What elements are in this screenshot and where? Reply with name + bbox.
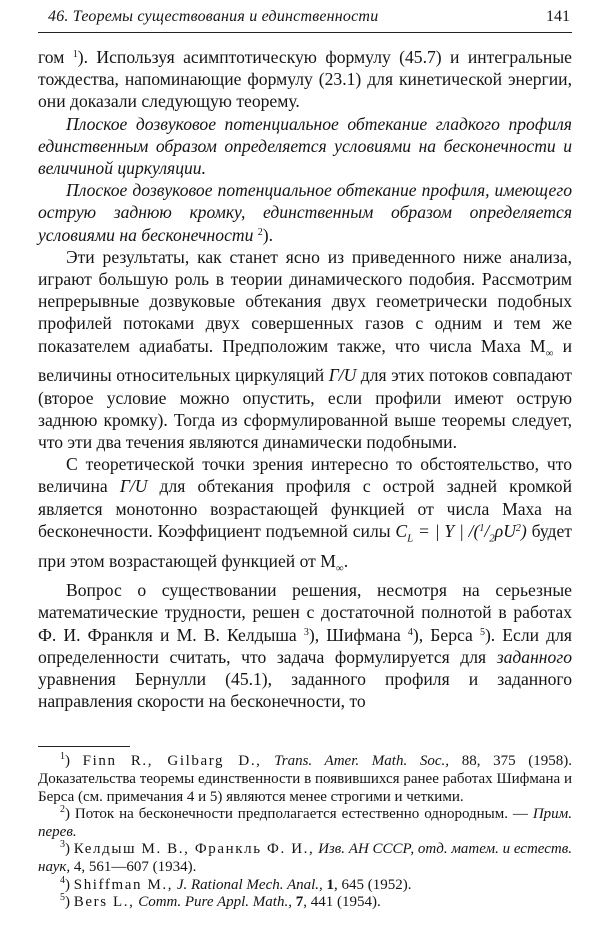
footnote-5: $^5$) Bers L., Comm. Pure Appl. Math., 7, 441 (1954). bbox=[60, 892, 381, 911]
footnote-ref-5: 5 bbox=[479, 626, 485, 638]
book-page bbox=[38, 0, 572, 912]
running-header bbox=[38, 6, 572, 36]
circulation-ratio: Γ/U bbox=[328, 365, 357, 386]
circulation-ratio: Γ/U bbox=[119, 476, 148, 497]
paragraph-monotonic: С теоретической точки зрения интересно то обстоятельство, что величина Γ/U для обтекания профиля с острой задней кромкой является монотонно возрастающей функцией от числа Маха на бесконечности. Коэффициент подъемной силы $C_L$ = | Y | $/(^1/_2\rho U^2)$ будет при этом возрастающей функцией от $M_\infty$. bbox=[38, 454, 572, 575]
theorem-1: Плоское дозвуковое потенциальное обтекание гладкого профиля единственным образом определяется условиями на бесконечности и величиной циркуляции. bbox=[38, 113, 572, 179]
footnote-3: $^3$) Келдыш М. В., Франкль Ф. И., Изв. АН СССР, отд. матем. и естеств. наук, 4, 561—607 (1934). bbox=[38, 839, 573, 875]
footnote-2: $^2$) Поток на бесконечности предполагается естественно однородным. — Прим. перев. bbox=[38, 804, 572, 840]
footnote-ref-4: 4 bbox=[407, 626, 413, 638]
footnotes bbox=[38, 753, 572, 911]
footnote-rule bbox=[38, 746, 130, 747]
footnote-ref-1: 1 bbox=[72, 49, 78, 60]
footnote-1: $^1$) Finn R., Gilbarg D., Trans. Amer. Math. Soc., 88, 375 (1958). Доказательства теоремы единственности в появившихся ранее работах Шифмана и Берса (см. примечания 4 и 5) являются менее строгими и четкими. bbox=[38, 751, 573, 805]
footnote-4: $^4$) Shiffman M., J. Rational Mech. Anal., 1, 645 (1952). bbox=[60, 874, 412, 893]
mach-number: $M_\infty$ bbox=[320, 550, 344, 575]
theorem-2: Плоское дозвуковое потенциальное обтекание профиля, имеющего острую заднюю кромку, единственным образом определяется условиями на бесконечности $^2$). bbox=[38, 180, 572, 245]
footnote-ref-2: 2 bbox=[257, 226, 263, 238]
paragraph-1: гом $^1$). Используя асимптотическую формулу (45.7) и интегральные тождества, напоминающие формулу (23.1) для кинетической энергии, они доказали следующую теорему. bbox=[38, 47, 572, 112]
mach-number: $M_\infty$ bbox=[529, 335, 554, 360]
page-number: 141 bbox=[546, 8, 570, 25]
body-text bbox=[38, 46, 572, 712]
paragraph-existence: Вопрос о существовании решения, несмотря на серьезные математические трудности, решен с достаточной полнотой в работах Ф. И. Франкля и М. В. Келдыша $^3$), Шифмана $^4$), Берса $^5$). Если для определенности считать, что задача формулируется для заданного уравнения Бернулли (45.1), заданного профиля и заданного направления скорости на бесконечности, то bbox=[38, 580, 572, 712]
lift-coefficient-formula: $C_L$ = | Y | $/(^1/_2\rho U^2)$ bbox=[395, 520, 527, 545]
footnote-ref-3: 3 bbox=[303, 626, 309, 638]
chapter-title: 46. Теоремы существования и единственности bbox=[48, 8, 379, 25]
paragraph-similarity: Эти результаты, как станет ясно из приведенного ниже анализа, играют большую роль в теории динамического подобия. Рассмотрим непрерывные дозвуковые обтекания двух геометрически подобных профилей потоками двух совершенных газов с одним и тем же показателем адиабаты. Предположим также, что числа Маха $M_\infty$ и величины относительных циркуляций Γ/U для этих потоков совпадают (второе условие можно опустить, если профили имеют острую заднюю кромку). Тогда из сформулированной выше теоремы следует, что эти два течения являются динамически подобными. bbox=[38, 246, 572, 452]
header-rule bbox=[38, 32, 572, 33]
